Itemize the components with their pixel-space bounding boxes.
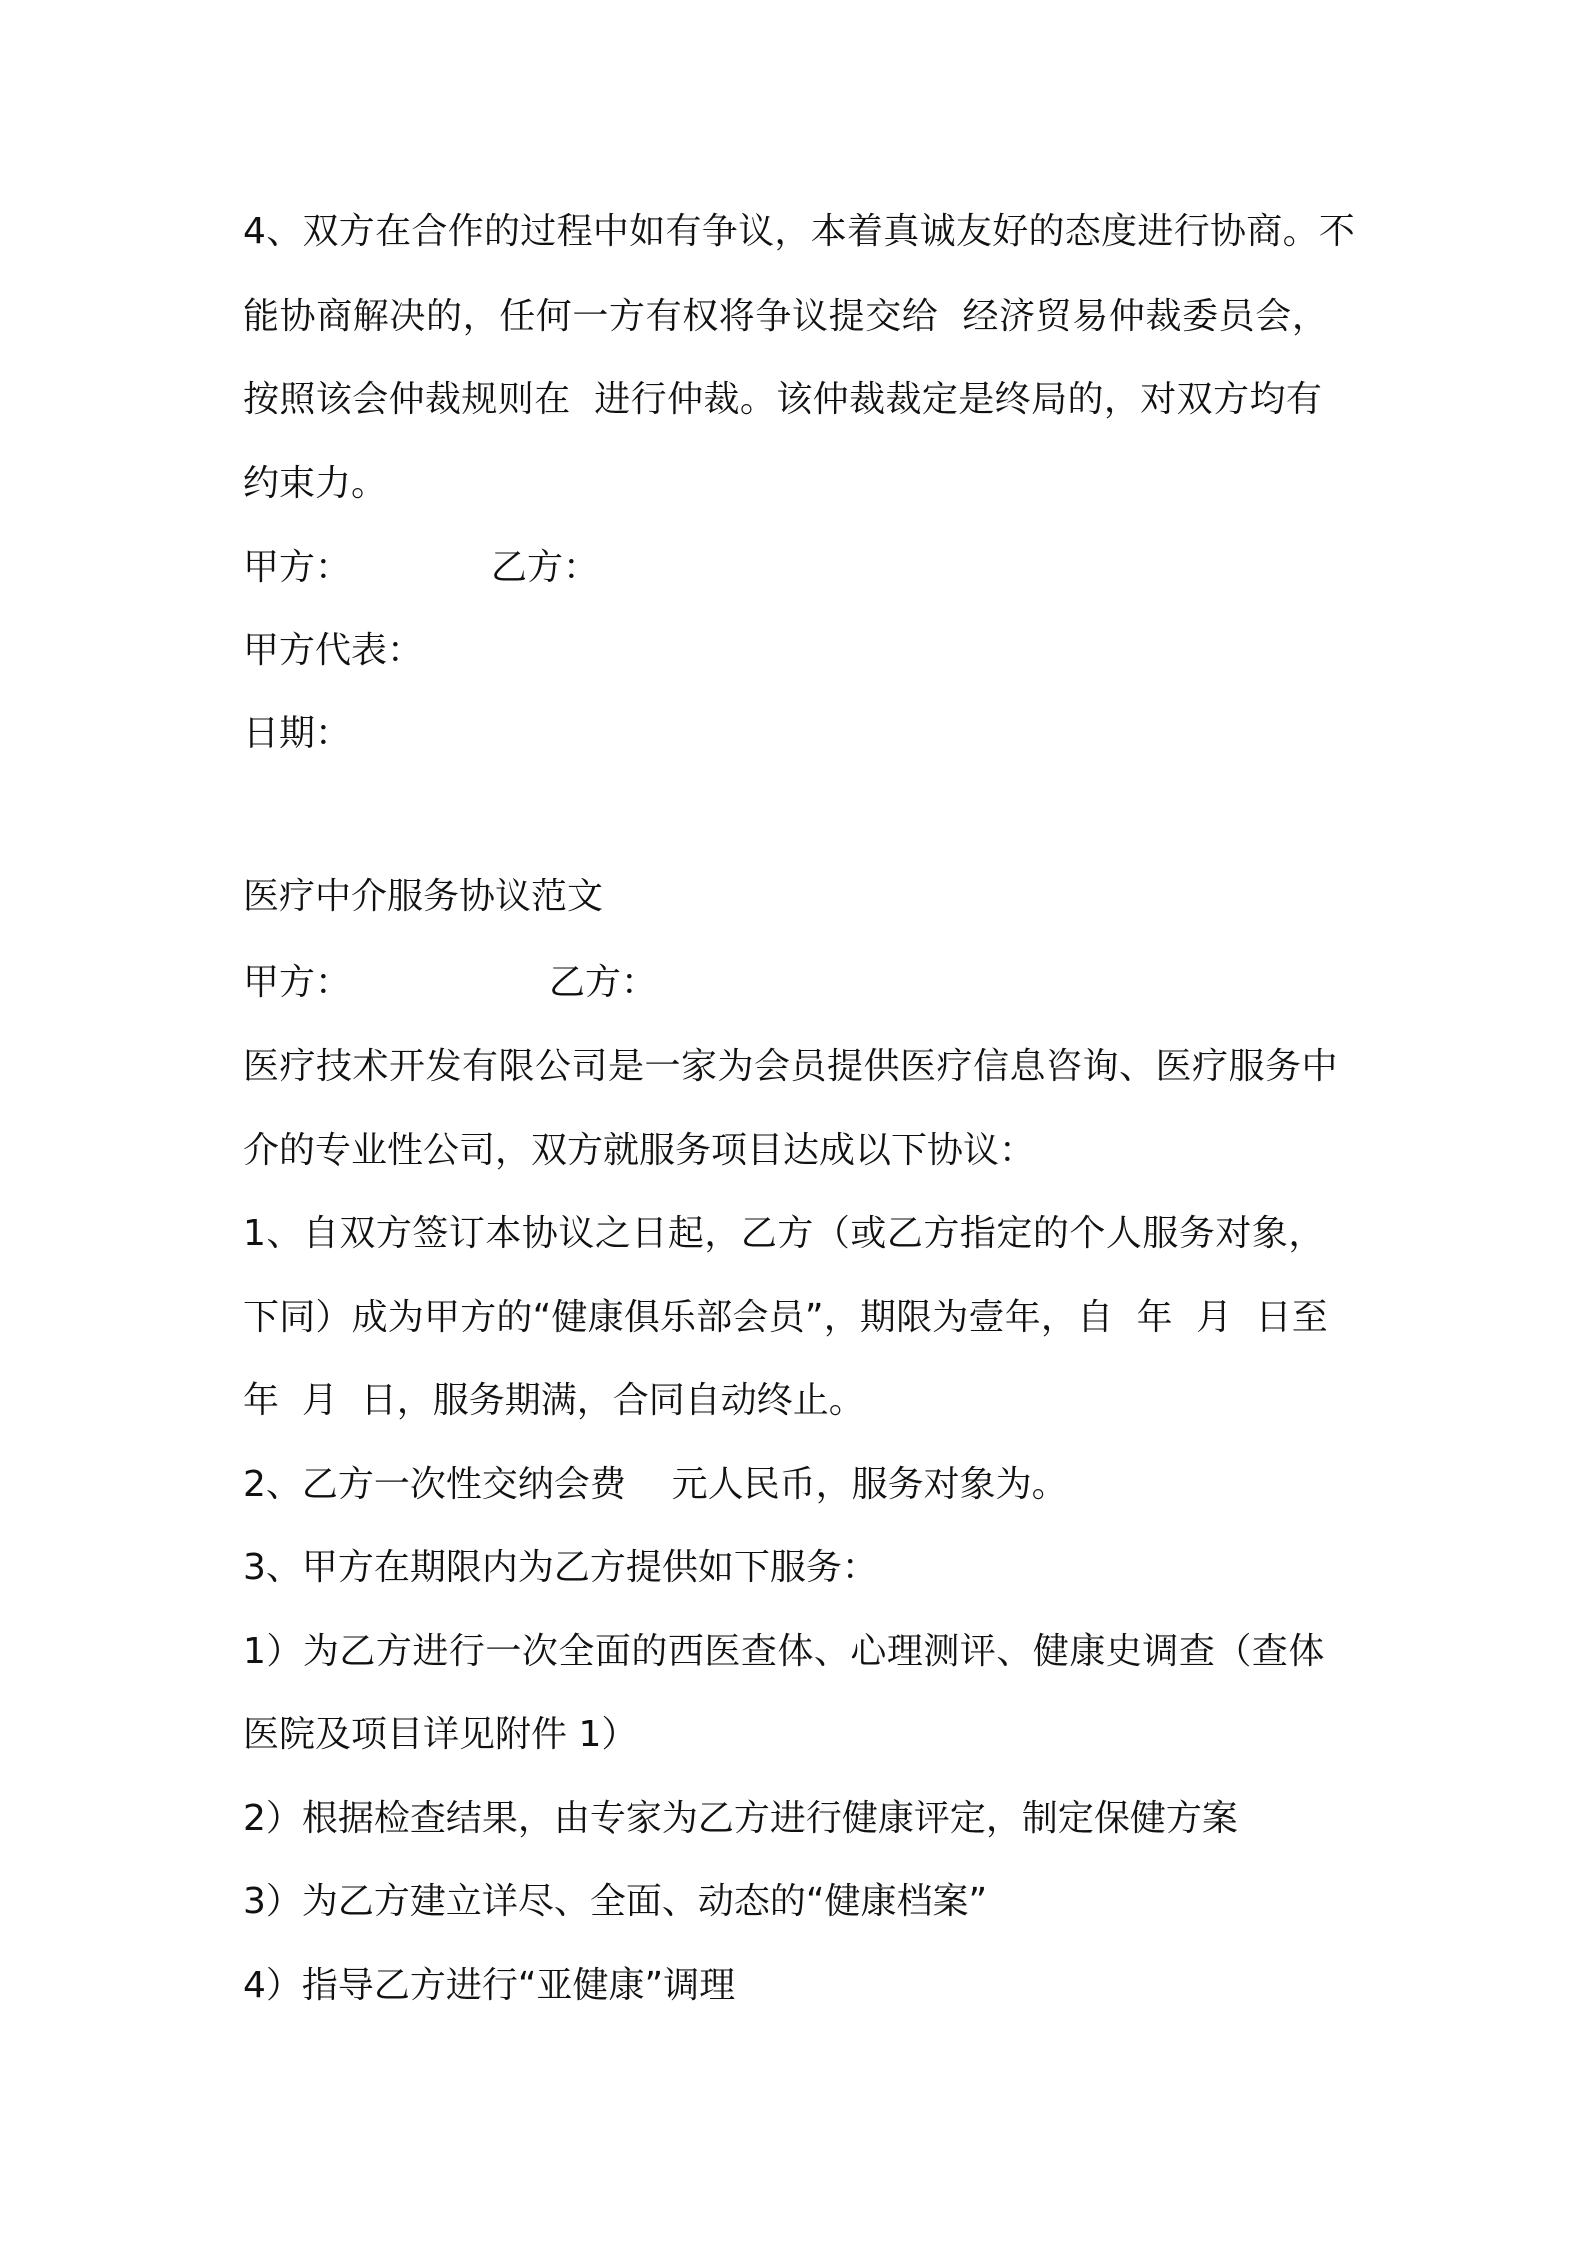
clause1-line-2: 下同）成为甲方的“健康俱乐部会员”，期限为壹年，自 年 月 日至 xyxy=(243,1297,1328,1338)
agreement-title: 医疗中介服务协议范文 xyxy=(243,876,604,917)
party-a-label: 甲方： xyxy=(243,547,352,588)
clause4-line-4: 约束力。 xyxy=(243,463,388,504)
service2-line: 2）根据检查结果，由专家为乙方进行健康评定，制定保健方案 xyxy=(243,1798,1238,1839)
agreement-parties-line xyxy=(243,959,657,1007)
clause2-line: 2、乙方一次性交纳会费 元人民币，服务对象为。 xyxy=(243,1464,1068,1505)
agreement-party-b-label: 乙方： xyxy=(549,962,658,1003)
service1-line-1: 1）为乙方进行一次全面的西医查体、心理测评、健康史调查（查体 xyxy=(243,1631,1325,1672)
clause4-line-3: 按照该会仲裁规则在 进行仲裁。该仲裁裁定是终局的，对双方均有 xyxy=(243,379,1323,420)
party-b-label: 乙方： xyxy=(491,547,600,588)
party-a-rep-label: 甲方代表： xyxy=(243,630,424,671)
intro-line-1: 医疗技术开发有限公司是一家为会员提供医疗信息咨询、医疗服务中 xyxy=(243,1046,1339,1087)
agreement-party-a-label: 甲方： xyxy=(243,962,352,1003)
clause4-line-1: 4、双方在合作的过程中如有争议，本着真诚友好的态度进行协商。不 xyxy=(243,211,1356,252)
clause4-line-2: 能协商解决的，任何一方有权将争议提交给 经济贸易仲裁委员会， xyxy=(243,296,1329,337)
clause3-line: 3、甲方在期限内为乙方提供如下服务： xyxy=(243,1547,878,1588)
signature-parties-line xyxy=(243,544,599,592)
service4-line: 4）指导乙方进行“亚健康”调理 xyxy=(243,1965,736,2006)
intro-line-2: 介的专业性公司，双方就服务项目达成以下协议： xyxy=(243,1130,1036,1171)
clause1-line-1: 1、自双方签订本协议之日起，乙方（或乙方指定的个人服务对象， xyxy=(243,1213,1325,1254)
clause1-line-3: 年 月 日，服务期满，合同自动终止。 xyxy=(243,1380,865,1421)
date-label: 日期： xyxy=(243,713,352,754)
service1-line-2: 医院及项目详见附件 1） xyxy=(243,1714,638,1755)
service3-line: 3）为乙方建立详尽、全面、动态的“健康档案” xyxy=(243,1881,988,1922)
